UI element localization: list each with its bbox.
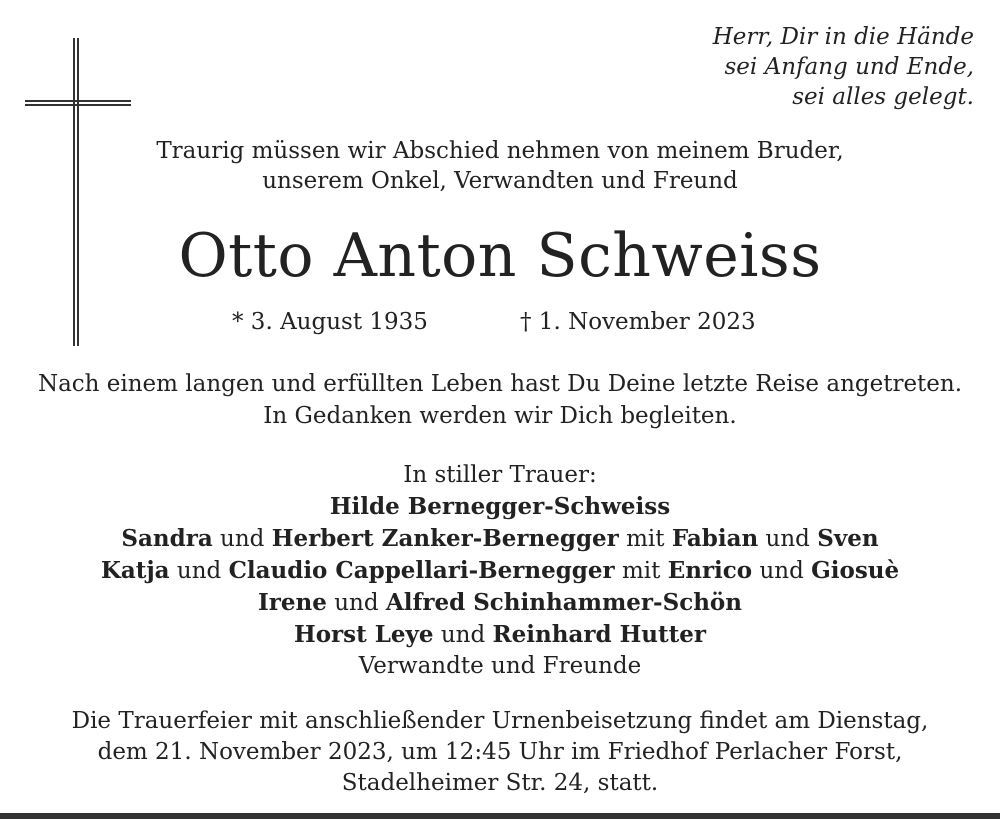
connector-word: mit xyxy=(618,526,672,552)
birth-date: * 3. August 1935 xyxy=(232,309,428,335)
funeral-line: Die Trauerfeier mit anschließender Urnenbeisetzung findet am Dienstag, xyxy=(71,708,929,734)
connector-word: und xyxy=(752,558,812,584)
mourner-name: Horst Leye xyxy=(293,621,434,648)
message-line: Nach einem langen und erfüllten Leben hast Du Deine letzte Reise angetreten. xyxy=(37,371,963,397)
verse-quote xyxy=(713,22,974,112)
verse-line: Herr, Dir in die Hände xyxy=(712,24,974,50)
farewell-message xyxy=(0,368,1000,432)
funeral-line: Stadelheimer Str. 24, statt. xyxy=(341,770,659,796)
mourner-name: Claudio Cappellari-Bernegger xyxy=(228,557,615,584)
mourner-row xyxy=(0,491,1000,523)
mourner-name: Hilde Bernegger-Schweiss xyxy=(329,493,671,520)
mourner-name: Giosuè xyxy=(811,557,900,584)
intro-line: unserem Onkel, Verwandten und Freund xyxy=(262,168,738,194)
mourner-name: Katja xyxy=(100,557,170,584)
connector-word: und xyxy=(758,526,818,552)
connector-word: und xyxy=(326,590,386,616)
funeral-line: dem 21. November 2023, um 12:45 Uhr im Friedhof Perlacher Forst, xyxy=(97,739,903,765)
mourner-name: Alfred Schinhammer-Schön xyxy=(385,589,742,616)
mourner-name: Irene xyxy=(258,589,327,616)
message-line: In Gedanken werden wir Dich begleiten. xyxy=(263,403,737,429)
connector-word: und xyxy=(212,526,272,552)
deceased-name: Otto Anton Schweiss xyxy=(178,221,822,291)
cross-horizontal-beam xyxy=(25,100,131,106)
mourner-name: Sandra xyxy=(121,525,213,552)
connector-word: und xyxy=(433,622,493,648)
mourner-row xyxy=(0,587,1000,619)
mourners-heading: In stiller Trauer: xyxy=(403,462,597,488)
verse-line: sei Anfang und Ende, xyxy=(724,54,974,80)
connector-word: mit xyxy=(614,558,668,584)
mourner-name: Fabian xyxy=(671,525,759,552)
mourner-row xyxy=(0,523,1000,555)
death-date: † 1. November 2023 xyxy=(520,309,756,335)
mourner-name: Sven xyxy=(817,525,879,552)
mourners-closing: Verwandte und Freunde xyxy=(358,653,642,679)
mourners-list xyxy=(0,460,1000,682)
mourner-name: Reinhard Hutter xyxy=(492,621,707,648)
intro-text xyxy=(0,136,1000,196)
mourner-name: Enrico xyxy=(667,557,753,584)
intro-line: Traurig müssen wir Abschied nehmen von meinem Bruder, xyxy=(156,138,844,164)
verse-line: sei alles gelegt. xyxy=(792,84,974,110)
mourner-name: Herbert Zanker-Bernegger xyxy=(271,525,619,552)
connector-word: und xyxy=(169,558,229,584)
mourner-row xyxy=(0,619,1000,651)
mourner-row xyxy=(0,555,1000,587)
funeral-details xyxy=(0,706,1000,799)
